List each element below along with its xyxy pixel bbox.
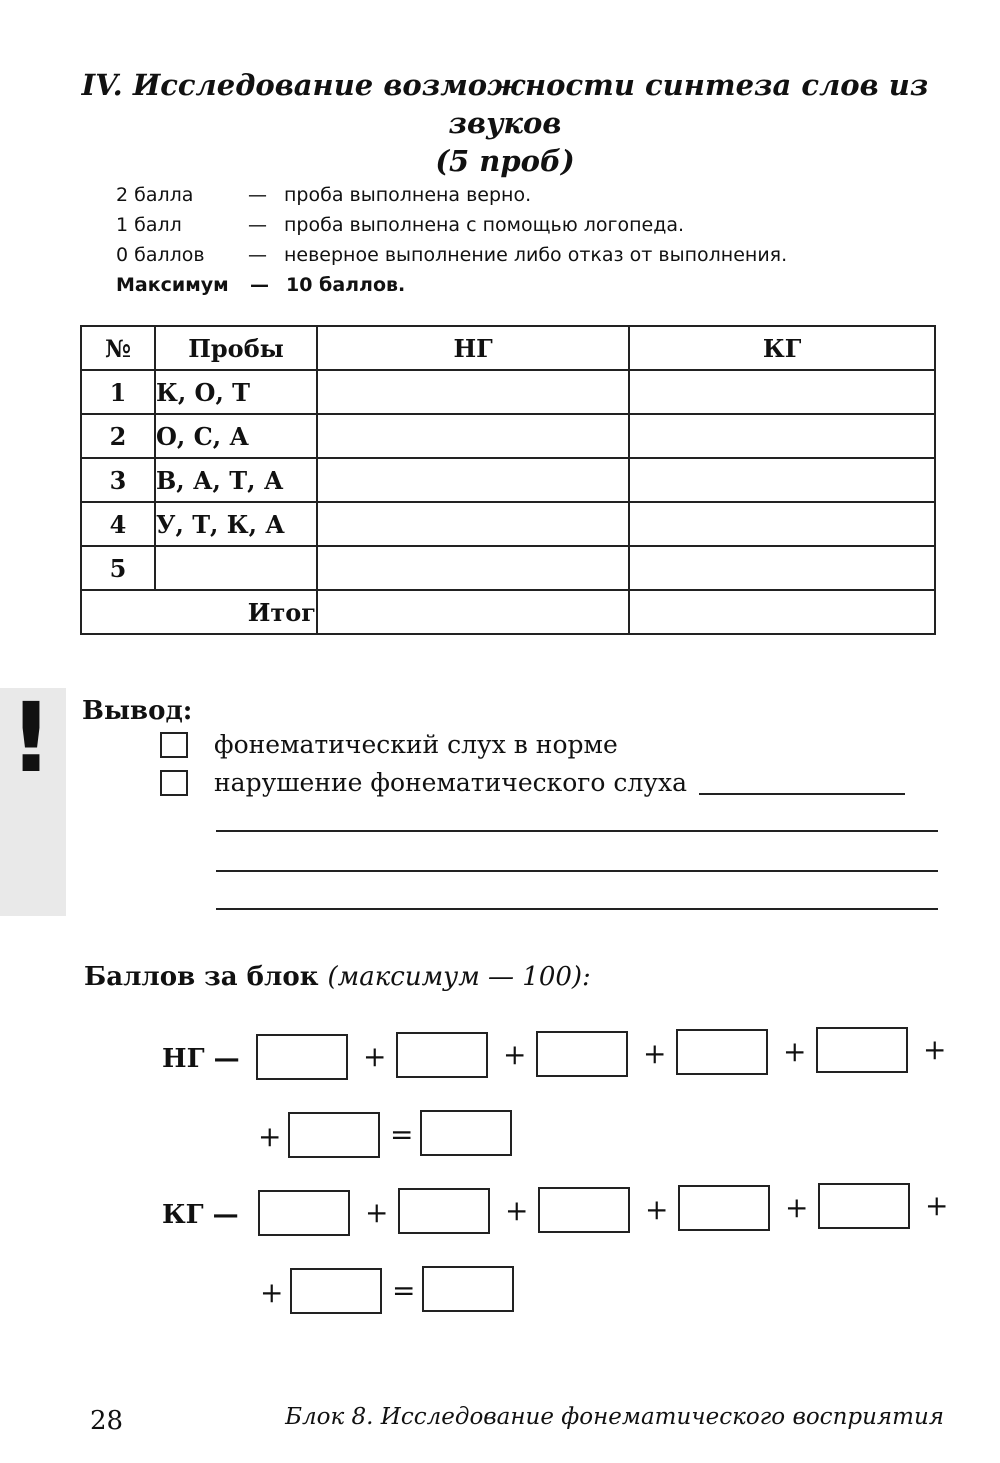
table-row — [81, 458, 935, 502]
kg-score-box[interactable] — [398, 1188, 490, 1234]
cell-kg[interactable] — [629, 546, 935, 590]
fill-line[interactable] — [216, 870, 938, 872]
ng-score-box[interactable] — [256, 1034, 348, 1080]
cell-ng[interactable] — [317, 414, 629, 458]
scoring-points: 1 балл — [116, 214, 182, 236]
header-kg: КГ — [629, 326, 935, 370]
row-probe: В, А, Т, А — [155, 458, 317, 502]
plus-sign: + — [363, 1040, 387, 1073]
plus-sign: + — [785, 1191, 809, 1224]
ng-score-box[interactable] — [816, 1027, 908, 1073]
kg-total-box[interactable] — [422, 1266, 514, 1312]
kg-equation-label: КГ — — [162, 1200, 239, 1230]
row-num: 4 — [81, 502, 155, 546]
option-impaired-label: нарушение фонематического слуха — [214, 768, 687, 797]
maximum-dash: — — [250, 274, 269, 296]
kg-score-box[interactable] — [258, 1190, 350, 1236]
row-num: 3 — [81, 458, 155, 502]
table-row — [81, 546, 935, 590]
scoring-points: 0 баллов — [116, 244, 205, 266]
section-title-line1: IV. Исследование возможности синтеза слов из звуков — [81, 68, 929, 140]
cell-ng[interactable] — [317, 546, 629, 590]
scoring-dash: — — [248, 184, 267, 206]
row-probe: О, С, А — [155, 414, 317, 458]
table-total-row — [81, 590, 935, 634]
plus-sign: + — [923, 1033, 947, 1066]
conclusion-option-normal — [160, 730, 618, 759]
block-score-note: (максимум — 100): — [327, 962, 591, 992]
scoring-row — [116, 210, 787, 240]
plus-sign: + — [505, 1194, 529, 1227]
kg-score-box[interactable] — [538, 1187, 630, 1233]
cell-ng[interactable] — [317, 370, 629, 414]
checkbox-impaired[interactable] — [160, 770, 188, 796]
plus-sign: + — [925, 1189, 949, 1222]
header-probes: Пробы — [155, 326, 317, 370]
scoring-points: 2 балла — [116, 184, 194, 206]
cell-kg[interactable] — [629, 502, 935, 546]
ng-score-box[interactable] — [676, 1029, 768, 1075]
block-score-heading — [84, 962, 591, 992]
plus-sign: + — [365, 1196, 389, 1229]
plus-sign: + — [645, 1193, 669, 1226]
row-probe: У, Т, К, А — [155, 502, 317, 546]
equals-sign: = — [392, 1274, 416, 1307]
ng-score-box[interactable] — [536, 1031, 628, 1077]
scoring-desc: проба выполнена с помощью логопеда. — [284, 214, 685, 236]
footer-block-title: Блок 8. Исследование фонематического восприятия — [285, 1404, 944, 1430]
row-probe: К, О, Т — [155, 370, 317, 414]
row-num: 1 — [81, 370, 155, 414]
plus-sign: + — [783, 1035, 807, 1068]
scoring-dash: — — [248, 244, 267, 266]
plus-sign: + — [503, 1038, 527, 1071]
fill-line[interactable] — [216, 908, 938, 910]
scoring-desc: проба выполнена верно. — [284, 184, 532, 206]
table-row — [81, 502, 935, 546]
scoring-desc: неверное выполнение либо отказ от выполнения. — [284, 244, 788, 266]
fill-line[interactable] — [216, 830, 938, 832]
equals-sign: = — [390, 1118, 414, 1151]
table-row — [81, 414, 935, 458]
kg-score-box[interactable] — [290, 1268, 382, 1314]
ng-total-box[interactable] — [420, 1110, 512, 1156]
row-num: 2 — [81, 414, 155, 458]
block-score-label: Баллов за блок — [84, 962, 328, 992]
conclusion-label: Вывод: — [82, 696, 193, 726]
cell-ng[interactable] — [317, 458, 629, 502]
section-title-line2: (5 проб) — [435, 144, 575, 178]
scoring-legend — [116, 180, 787, 300]
scoring-dash: — — [248, 214, 267, 236]
total-kg[interactable] — [629, 590, 935, 634]
cell-kg[interactable] — [629, 370, 935, 414]
section-title — [60, 66, 950, 180]
table-row — [81, 370, 935, 414]
row-num: 5 — [81, 546, 155, 590]
cell-kg[interactable] — [629, 414, 935, 458]
maximum-value: 10 баллов. — [286, 274, 406, 296]
header-ng: НГ — [317, 326, 629, 370]
scoring-row — [116, 240, 787, 270]
page-number: 28 — [90, 1406, 124, 1436]
ng-score-box[interactable] — [396, 1032, 488, 1078]
maximum-row — [116, 270, 787, 300]
conclusion-option-impaired — [160, 768, 905, 797]
cell-ng[interactable] — [317, 502, 629, 546]
ng-equation-label: НГ — — [162, 1044, 240, 1074]
header-num: № — [81, 326, 155, 370]
exclamation-icon: ! — [9, 682, 53, 794]
scoring-row — [116, 180, 787, 210]
results-table — [80, 325, 936, 635]
kg-score-box[interactable] — [818, 1183, 910, 1229]
ng-score-box[interactable] — [288, 1112, 380, 1158]
plus-sign: + — [643, 1037, 667, 1070]
total-label: Итог — [81, 590, 317, 634]
plus-sign: + — [258, 1120, 282, 1153]
total-ng[interactable] — [317, 590, 629, 634]
cell-kg[interactable] — [629, 458, 935, 502]
fill-line-inline[interactable] — [699, 771, 905, 795]
maximum-label: Максимум — [116, 274, 229, 296]
kg-score-box[interactable] — [678, 1185, 770, 1231]
table-header-row — [81, 326, 935, 370]
plus-sign: + — [260, 1276, 284, 1309]
row-probe[interactable] — [155, 546, 317, 590]
checkbox-normal[interactable] — [160, 732, 188, 758]
option-normal-label: фонематический слух в норме — [214, 730, 618, 759]
